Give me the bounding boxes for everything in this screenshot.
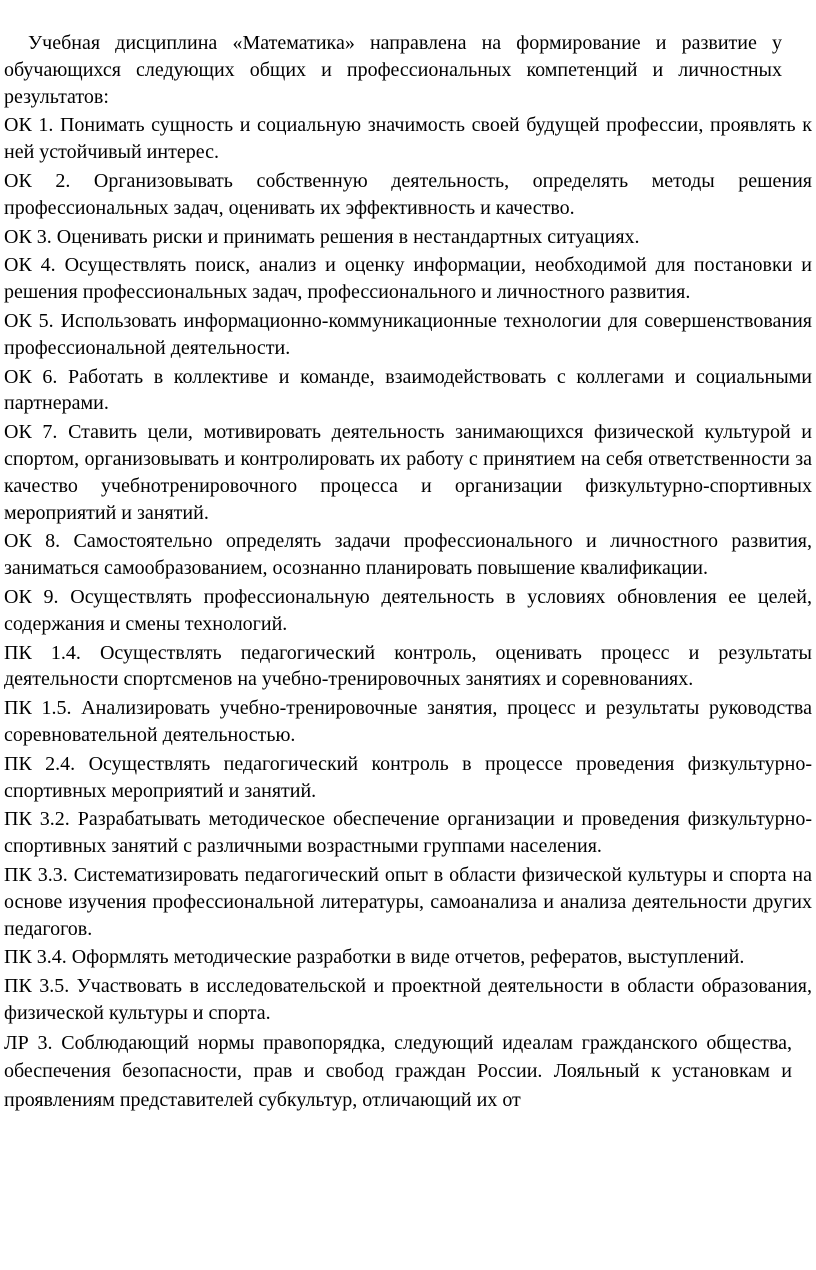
competency-pk-1-5: ПК 1.5. Анализировать учебно-тренировочные занятия, процесс и результаты руководства соревновательной деятельностью. — [4, 697, 812, 746]
competency-ok1: ОК 1. Понимать сущность и социальную значимость своей будущей профессии, проявлять к ней устойчивый интерес. — [4, 114, 812, 164]
competency-ok3: ОК 3. Оценивать риски и принимать решения в нестандартных ситуациях. — [4, 225, 640, 248]
competency-pk-3-2: ПК 3.2. Разрабатывать методическое обеспечение организации и проведения физкультурно-спортивных занятий с различными возрастными группами населения. — [4, 808, 812, 858]
intro-paragraph: Учебная дисциплина «Математика» направлена на формирование и развитие у обучающихся следующих общих и профессиональных компетенций и личностных результатов: — [4, 32, 782, 108]
competency-pk-1-4: ПК 1.4. Осуществлять педагогический контроль, оценивать процесс и результаты деятельности спортсменов на учебно-тренировочных занятиях и соревнованиях. — [4, 641, 812, 691]
competency-pk-3-5: ПК 3.5. Участвовать в исследовательской и проектной деятельности в области образования, физической культуры и спорта. — [4, 975, 812, 1024]
competency-ok2: ОК 2. Организовывать собственную деятельность, определять методы решения профессиональных задач, оценивать их эффективность и качество. — [4, 169, 812, 219]
competency-ok4: ОК 4. Осуществлять поиск, анализ и оценку информации, необходимой для постановки и решения профессиональных задач, профессионального и личностного развития. — [4, 254, 812, 304]
competency-pk-3-3: ПК 3.3. Систематизировать педагогический опыт в области физической культуры и спорта на основе изучения профессиональной литературы, самоанализа и анализа деятельности других педагогов. — [4, 863, 812, 940]
competency-ok7: ОК 7. Ставить цели, мотивировать деятельность занимающихся физической культурой и спортом, организовывать и контролировать их работу с принятием на себя ответственности за качество учебнотренировочного процесса и организации физкультурно-спортивных мероприятий и занятий. — [4, 421, 812, 524]
personal-result-lr3: ЛР 3. Соблюдающий нормы правопорядка, следующий идеалам гражданского общества, обеспечения безопасности, прав и свобод граждан России. Лояльный к установкам и проявлениям представителей субкультур, отличающий их от — [4, 1031, 792, 1111]
competency-ok5: ОК 5. Использовать информационно-коммуникационные технологии для совершенствования профессиональной деятельности. — [4, 309, 812, 359]
competency-ok6: ОК 6. Работать в коллективе и команде, взаимодействовать с коллегами и социальными партнерами. — [4, 365, 812, 415]
competency-pk-2-4: ПК 2.4. Осуществлять педагогический контроль в процессе проведения физкультурно-спортивных мероприятий и занятий. — [4, 752, 812, 802]
competency-ok9: ОК 9. Осуществлять профессиональную деятельность в условиях обновления ее целей, содержания и смены технологий. — [4, 585, 812, 635]
competency-ok8: ОК 8. Самостоятельно определять задачи профессионального и личностного развития, заниматься самообразованием, осознанно планировать повышение квалификации. — [4, 530, 812, 580]
competency-pk-3-4: ПК 3.4. Оформлять методические разработки в виде отчетов, рефератов, выступлений. — [4, 946, 745, 969]
